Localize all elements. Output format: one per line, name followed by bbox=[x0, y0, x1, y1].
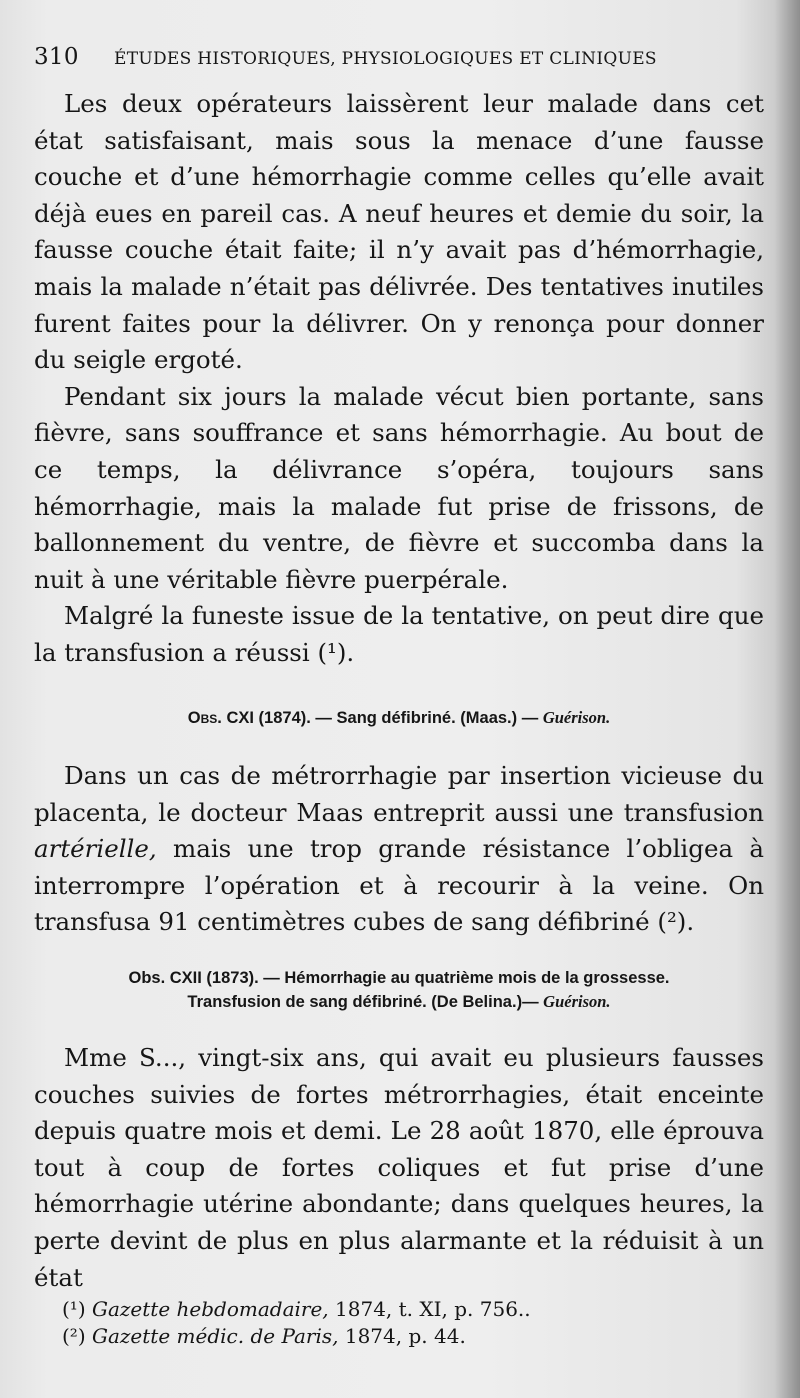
body-text-top bbox=[34, 86, 764, 672]
running-title: ÉTUDES HISTORIQUES, PHYSIOLOGIQUES ET CLINIQUES bbox=[114, 49, 657, 69]
emphasis-text: artérielle, bbox=[34, 834, 157, 864]
paragraph-text: mais une trop grande résistance l’obligea à interrompre l’opération et à recourir à la veine. On transfusa 91 centimètres cubes de sang défibriné (²). bbox=[34, 834, 764, 937]
paragraph: Les deux opérateurs laissèrent leur malade dans cet état satisfaisant, mais sous la menace d’une fausse couche et d’une hémorrhagie comme celles qu’elle avait déjà eues en pareil cas. A neuf heures et demie du soir, la fausse couche était faite; il n’y avait pas d’hémorrhagie, mais la malade n’était pas délivrée. Des tentatives inutiles furent faites pour la délivrer. On y renonça pour donner du seigle ergoté. bbox=[34, 89, 764, 375]
observation-text: — Sang défibriné. (Maas.) — bbox=[315, 709, 539, 727]
body-text-cxii bbox=[34, 1040, 764, 1296]
paragraph: Malgré la funeste issue de la tentative, on peut dire que la transfusion a réussi (¹). bbox=[34, 601, 764, 667]
observation-result: Guérison. bbox=[543, 992, 611, 1011]
footnote-reference: Gazette médic. de Paris, bbox=[91, 1324, 339, 1348]
running-header bbox=[34, 44, 774, 74]
footnote-mark: (¹) bbox=[62, 1297, 86, 1321]
footnote-mark: (²) bbox=[62, 1324, 86, 1348]
observation-label: Obs. CXI (1874). bbox=[187, 709, 311, 727]
observation-text: Transfusion de sang défibriné. (De Belina.)— bbox=[187, 993, 539, 1011]
paragraph: Mme S..., vingt-six ans, qui avait eu plusieurs fausses couches suivies de fortes métrorrhagies, était enceinte depuis quatre mois et demi. Le 28 août 1870, elle éprouva tout à coup de fortes coliques et fut prise d’une hémorrhagie utérine abondante; dans quelques heures, la perte devint de plus en plus alarmante et la réduisit à un état bbox=[34, 1043, 764, 1292]
observation-result: Guérison. bbox=[542, 708, 611, 727]
paragraph bbox=[34, 758, 764, 941]
footnote bbox=[62, 1323, 762, 1350]
page-gutter-shadow bbox=[774, 0, 800, 1398]
footnotes bbox=[62, 1296, 762, 1350]
footnote-text: 1874, p. 44. bbox=[344, 1324, 466, 1348]
observation-line: Obs. CXII (1873). — Hémorrhagie au quatrième mois de la grossesse. bbox=[128, 969, 670, 987]
footnote-reference: Gazette hebdomadaire, bbox=[91, 1297, 329, 1321]
body-text-cxi bbox=[34, 758, 764, 941]
footnote bbox=[62, 1296, 762, 1323]
observation-heading-cxii bbox=[34, 966, 764, 1014]
footnote-text: 1874, t. XI, p. 756.. bbox=[335, 1297, 531, 1321]
paragraph: Pendant six jours la malade vécut bien portante, sans fièvre, sans souffrance et sans hémorrhagie. Au bout de ce temps, la délivrance s’opéra, toujours sans hémorrhagie, mais la malade fut prise de frissons, de ballonnement du ventre, de fièvre et succomba dans la nuit à une véritable fièvre puerpérale. bbox=[34, 381, 764, 594]
paragraph-text: Dans un cas de métrorrhagie par insertion vicieuse du placenta, le docteur Maas entreprit aussi une transfusion bbox=[34, 761, 764, 827]
observation-line-2 bbox=[34, 990, 764, 1014]
page-number: 310 bbox=[34, 44, 79, 70]
observation-heading-cxi bbox=[34, 706, 764, 730]
